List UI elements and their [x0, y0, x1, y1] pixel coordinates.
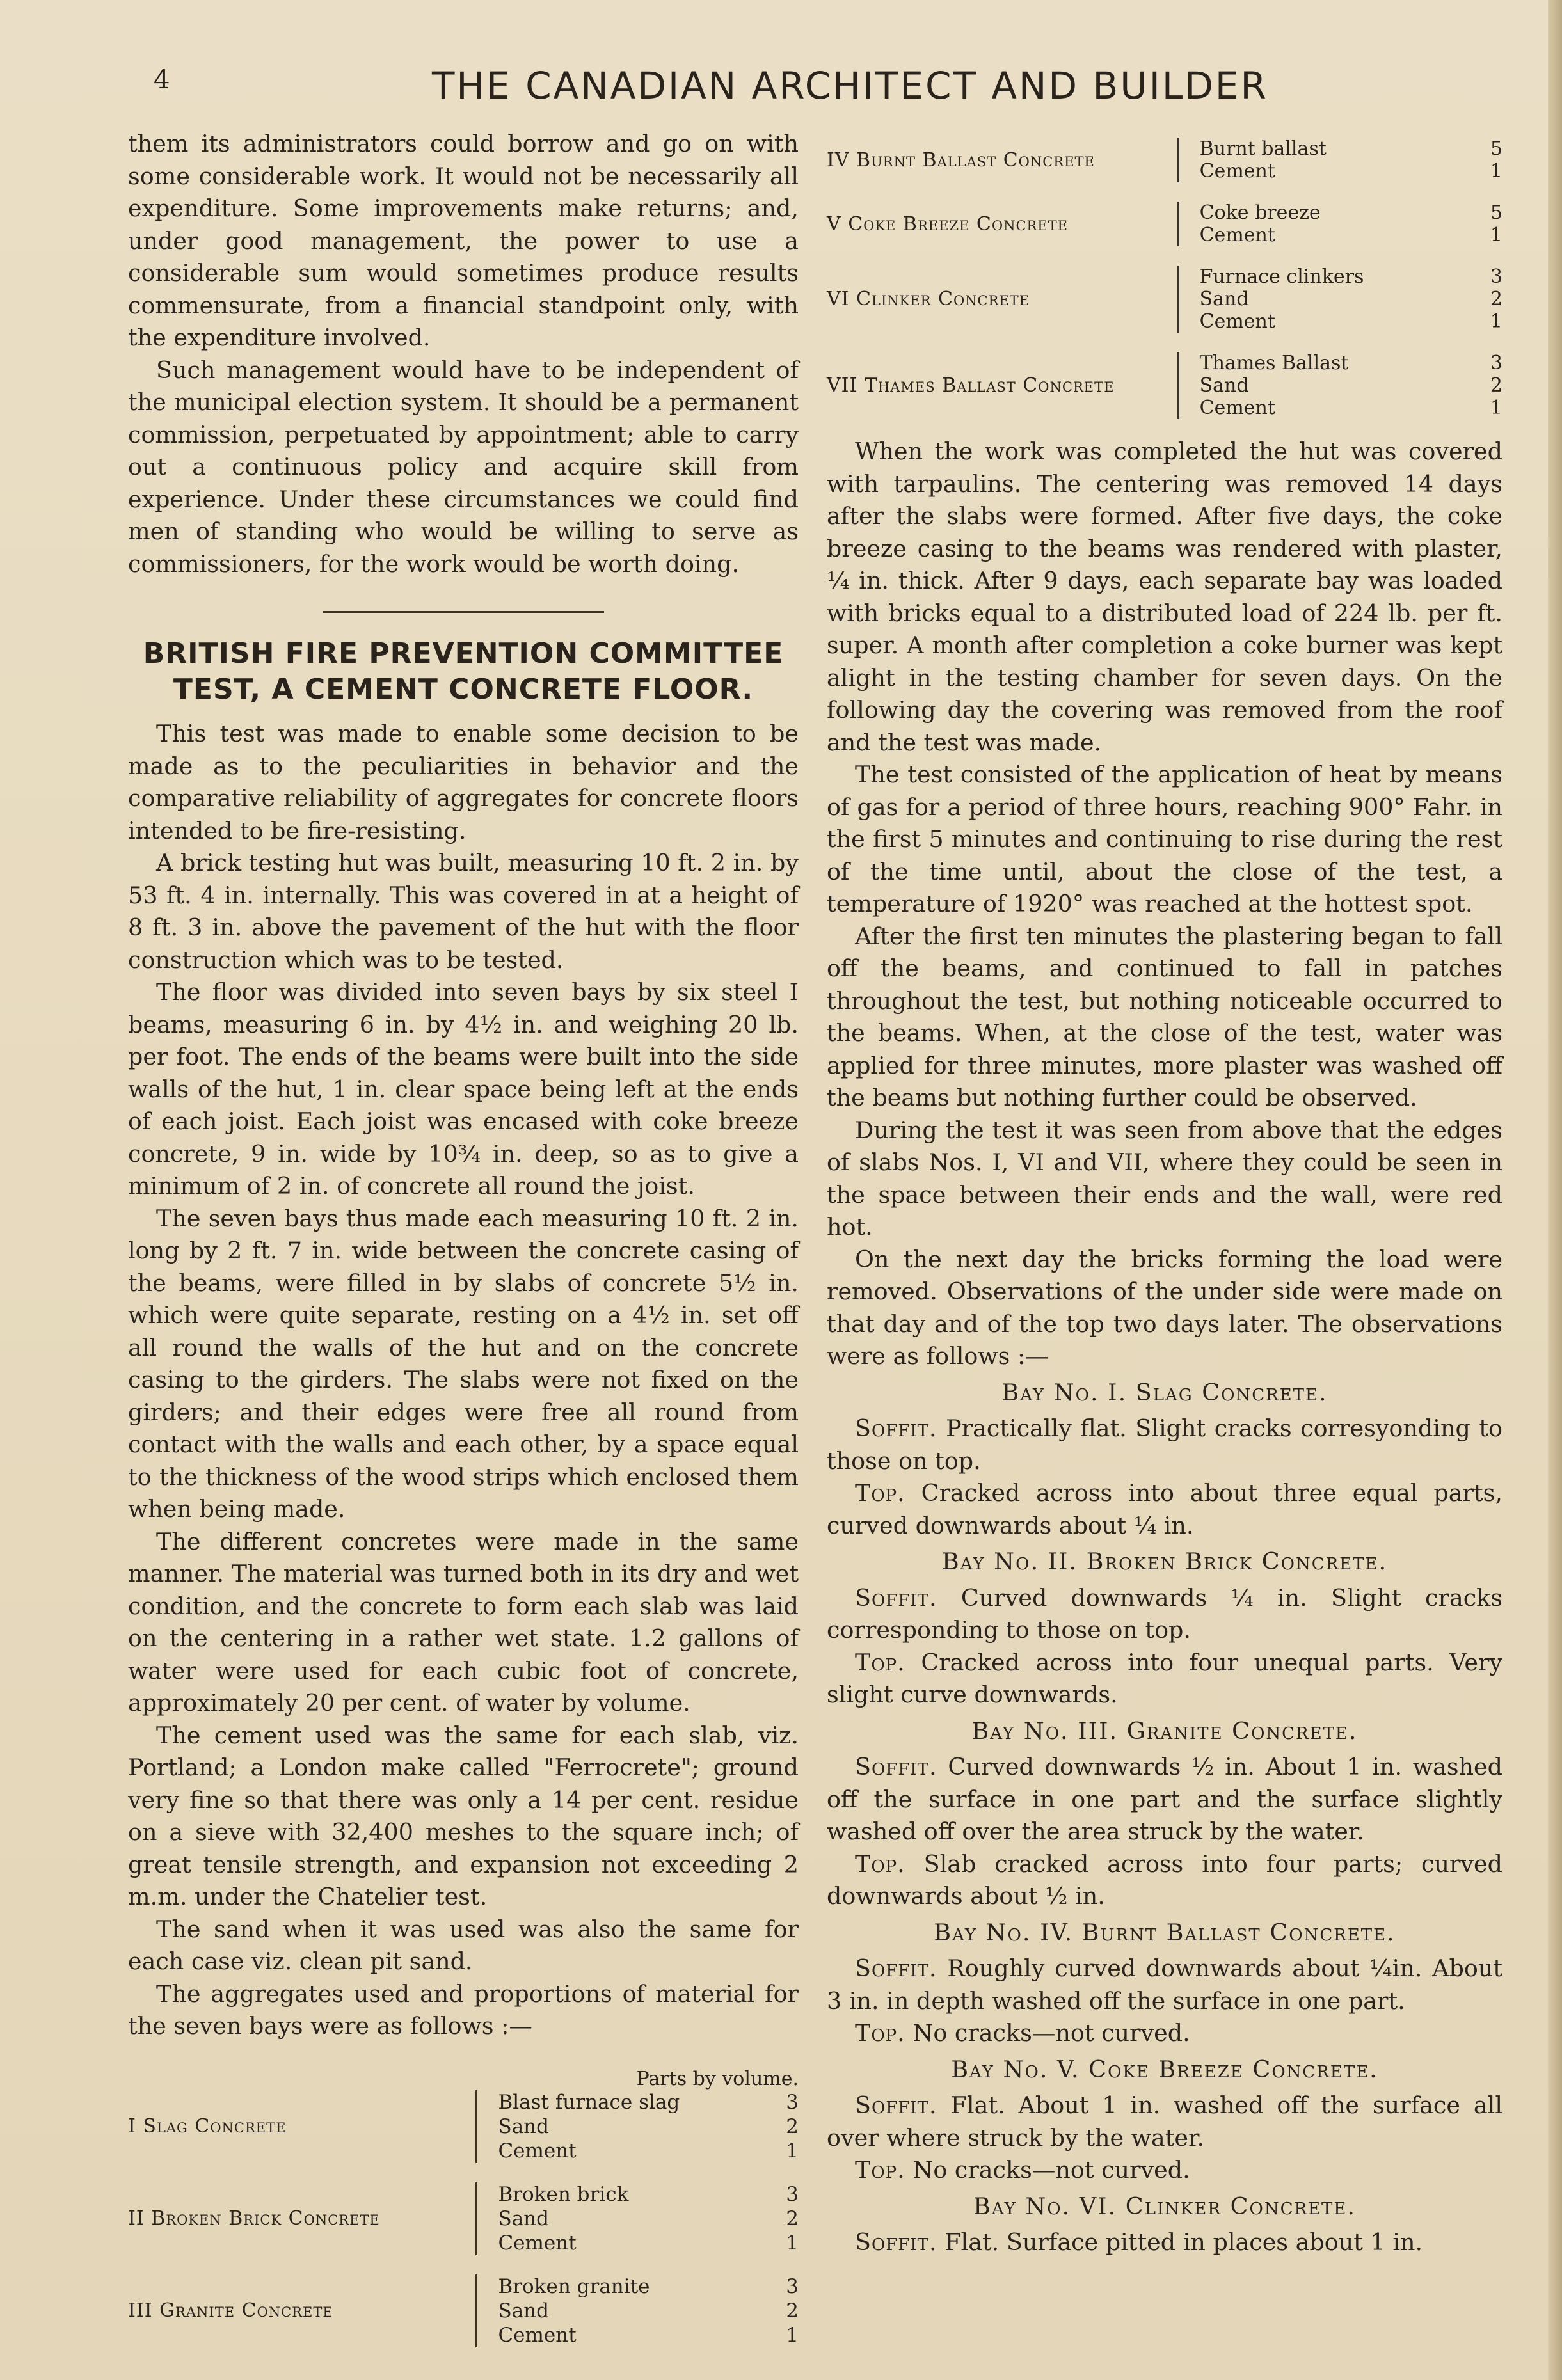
brace	[1178, 202, 1195, 246]
brace	[1178, 352, 1195, 419]
mix-parts: 2	[1490, 288, 1502, 310]
paragraph: The test consisted of the application of heat by means of gas for a period of three hours, reaching 900° Fahr. in the first 5 minutes and continuing to rise during the rest of the time until, about the close of the test, a temperature of 1920° was reached at the hottest spot.	[827, 761, 1502, 917]
paragraph: The seven bays thus made each measuring 10 ft. 2 in. long by 2 ft. 7 in. wide between the concrete casing of the beams, were filled in by slabs of concrete 5½ in. which were quite separate, resting on a 4½ in. set off all round the walls of the hut and on the concrete casing to the girders. The slabs were not fixed on the girders; and their edges were free all round from contact with the walls and each other, by a space equal to the thickness of the wood strips which enclosed them when being made.	[128, 1204, 799, 1523]
paragraph: them its administrators could borrow and go on with some considerable work. It would not be necessarily all expenditure. Some improvements make returns; and, under good management, the power to use a considerable sum would sometimes produce results commensurate, from a financial standpoint only, with the expenditure involved.	[128, 130, 799, 351]
mix-material: Cement	[498, 2231, 577, 2255]
soffit-text: Flat. Surface pitted in places about 1 in.	[944, 2228, 1423, 2256]
paragraph: Such management would have to be independent of the municipal election system. It should be a permanent commission, perpetuated by appointment; able to carry out a continuous policy and acquire skill from experience. Under these circumstances we could find men of standing who would be willing to serve as commissioners, for the work would be worth doing.	[128, 356, 799, 578]
top-text: Cracked across into four unequal parts. Very slight curve downwards.	[827, 1648, 1502, 1708]
mix-parts: 1	[1490, 160, 1502, 182]
mix-material: Cement	[1199, 310, 1275, 333]
mix-parts: 1	[1490, 224, 1502, 246]
soffit-text: Practically flat. Slight cracks corresyonding to those on top.	[827, 1415, 1502, 1475]
mix-spacer	[827, 246, 1502, 266]
mix-name: I Slag Concrete	[128, 2114, 287, 2138]
top-label: Top.	[855, 1850, 905, 1878]
brace	[477, 2182, 493, 2255]
soffit-text: Curved downwards ½ in. About 1 in. washed off the surface in one part and the surface slightly washed off over the area struck by the water.	[827, 1753, 1503, 1845]
mix-material: Sand	[498, 2299, 549, 2322]
paragraph: During the test it was seen from above that the edges of slabs Nos. I, VI and VII, where they could be seen in the space between their ends and the wall, were red hot.	[827, 1116, 1502, 1241]
mix-parts: 3	[1490, 266, 1502, 288]
section-divider	[323, 611, 604, 613]
mix-table	[128, 2090, 799, 2347]
mix-parts: 1	[1490, 397, 1502, 419]
mix-material: Cement	[498, 2323, 577, 2347]
mix-row	[128, 2090, 799, 2114]
mix-material: Sand	[498, 2114, 549, 2138]
mix-parts: 3	[786, 2090, 799, 2114]
mix-parts: 3	[786, 2182, 799, 2206]
bay-heading: Bay No. VI. Clinker Concrete.	[973, 2192, 1356, 2220]
mix-parts: 3	[786, 2274, 799, 2298]
paragraph: When the work was completed the hut was covered with tarpaulins. The centering was removed 14 days after the slabs were formed. After five days, the coke breeze casing to the beams was rendered with plaster, ¼ in. thick. After 9 days, each separate bay was loaded with bricks equal to a distributed load of 224 lb. per ft. super. A month after completion a coke burner was kept alight in the testing chamber for seven days. On the following day the covering was removed from the roof and the test was made.	[827, 438, 1502, 756]
page-header	[128, 59, 1523, 129]
mix-parts: 2	[786, 2299, 799, 2322]
top-label: Top.	[855, 1479, 905, 1507]
mix-parts: 3	[1490, 352, 1502, 374]
mix-parts: 5	[1490, 202, 1502, 224]
soffit-label: Soffit.	[855, 2091, 937, 2119]
mix-parts: 1	[1490, 310, 1502, 333]
paragraph: The sand when it was used was also the same for each case viz. clean pit sand.	[128, 1915, 799, 1975]
left-column	[128, 128, 799, 2347]
paragraph: After the first ten minutes the plastering began to fall off the beams, and continued to fall in patches throughout the test, but nothing noticeable occurred to the beams. When, at the close of the test, water was applied for three minutes, more plaster was washed off the beams but nothing further could be observed.	[827, 922, 1502, 1111]
brace	[477, 2090, 493, 2163]
brace	[1178, 138, 1195, 182]
mix-table-right	[827, 138, 1502, 419]
mix-material: Burnt ballast	[1199, 138, 1327, 160]
mix-name: IV Burnt Ballast Concrete	[827, 148, 1095, 171]
mix-row	[827, 266, 1502, 288]
page-edge	[1548, 0, 1562, 2380]
mix-name: VI Clinker Concrete	[827, 288, 1030, 310]
mix-parts: 2	[786, 2207, 799, 2230]
bay-heading: Bay No. V. Coke Breeze Concrete.	[951, 2055, 1378, 2083]
top-text: No cracks—not curved.	[912, 2019, 1190, 2047]
paragraph: A brick testing hut was built, measuring 10 ft. 2 in. by 53 ft. 4 in. internally. This was covered in at a height of 8 ft. 3 in. above the pavement of the hut with the floor construction which was to be tested.	[128, 849, 799, 974]
paragraph: On the next day the bricks forming the load were removed. Observations of the under side were made on that day and of the top two days later. The observations were as follows :—	[827, 1245, 1502, 1370]
mix-name: III Granite Concrete	[128, 2299, 333, 2322]
article-title: BRITISH FIRE PREVENTION COMMITTEE TEST, A CEMENT CONCRETE FLOOR.	[143, 637, 784, 706]
mix-spacer	[128, 2255, 799, 2274]
soffit-label: Soffit.	[855, 2228, 937, 2256]
mix-parts: 2	[786, 2114, 799, 2138]
paragraph: The floor was divided into seven bays by six steel I beams, measuring 6 in. by 4½ in. and weighing 20 lb. per foot. The ends of the beams were built into the side walls of the hut, 1 in. clear space being left at the ends of each joist. Each joist was encased with coke breeze concrete, 9 in. wide by 10¾ in. deep, so as to give a minimum of 2 in. of concrete all round the joist.	[128, 978, 799, 1200]
bay-heading: Bay No. III. Granite Concrete.	[971, 1717, 1358, 1745]
bay-heading: Bay No. I. Slag Concrete.	[1001, 1378, 1328, 1406]
mix-table	[827, 138, 1502, 419]
soffit-label: Soffit.	[855, 1583, 937, 1612]
soffit-label: Soffit.	[855, 1415, 937, 1442]
mix-parts: 1	[786, 2323, 799, 2347]
paragraph: The different concretes were made in the same manner. The material was turned both in its dry and wet condition, and the concrete to form each slab was laid on the centering in a rather wet state. 1.2 gallons of water were used for each cubic foot of concrete, approximately 20 per cent. of water by volume.	[128, 1527, 799, 1717]
mix-row	[128, 2182, 799, 2207]
mix-row	[827, 202, 1502, 224]
mix-spacer	[827, 333, 1502, 352]
top-label: Top.	[855, 2019, 905, 2047]
mix-material: Blast furnace slag	[498, 2090, 680, 2114]
mix-name: VII Thames Ballast Concrete	[827, 374, 1115, 397]
mix-row	[827, 138, 1502, 160]
mix-parts: 1	[786, 2139, 799, 2162]
mix-parts: 2	[1490, 374, 1502, 397]
brace	[477, 2274, 493, 2347]
paragraph: The aggregates used and proportions of material for the seven bays were as follows :—	[128, 1979, 799, 2040]
mix-name: II Broken Brick Concrete	[128, 2207, 380, 2230]
mix-material: Sand	[1199, 288, 1249, 310]
bay-heading: Bay No. IV. Burnt Ballast Concrete.	[934, 1918, 1396, 1946]
mix-material: Broken granite	[498, 2274, 650, 2298]
top-text: Slab cracked across into four parts; curved downwards about ½ in.	[827, 1850, 1502, 1910]
bay-heading: Bay No. II. Broken Brick Concrete.	[941, 1548, 1388, 1575]
mix-spacer	[827, 182, 1502, 202]
mix-material: Cement	[498, 2139, 577, 2162]
mix-material: Thames Ballast	[1199, 352, 1349, 374]
brace	[1178, 266, 1195, 333]
soffit-text: Roughly curved downwards about ¼in. About 3 in. in depth washed off the surface in one part.	[827, 1955, 1502, 2015]
mix-material: Coke breeze	[1199, 202, 1321, 224]
soffit-text: Curved downwards ¼ in. Slight cracks corresponding to those on top.	[827, 1583, 1502, 1644]
mix-material: Sand	[1199, 374, 1249, 397]
mix-material: Cement	[1199, 397, 1275, 419]
mix-row	[827, 352, 1502, 374]
top-text: Cracked across into about three equal parts, curved downwards about ¼ in.	[827, 1479, 1502, 1539]
mix-row	[128, 2274, 799, 2299]
right-column	[827, 138, 1502, 2259]
soffit-label: Soffit.	[855, 1753, 937, 1781]
soffit-text: Flat. About 1 in. washed off the surface all over where struck by the water.	[827, 2091, 1502, 2152]
page-number: 4	[154, 65, 170, 95]
mix-name: V Coke Breeze Concrete	[827, 212, 1068, 235]
mix-material: Furnace clinkers	[1199, 266, 1364, 288]
mix-parts: 1	[786, 2231, 799, 2255]
top-label: Top.	[855, 1648, 905, 1676]
mix-material: Sand	[498, 2207, 549, 2230]
paragraph: This test was made to enable some decision to be made as to the peculiarities in behavior and the comparative reliability of aggregates for concrete floors intended to be fire-resisting.	[128, 720, 799, 845]
mix-table-left	[128, 2068, 799, 2347]
journal-title: THE CANADIAN ARCHITECT AND BUILDER	[432, 64, 1268, 107]
top-label: Top.	[855, 2156, 905, 2184]
mix-spacer	[128, 2163, 799, 2182]
soffit-label: Soffit.	[855, 1955, 937, 1982]
mix-material: Cement	[1199, 224, 1275, 246]
top-text: No cracks—not curved.	[912, 2156, 1190, 2184]
mix-parts: 5	[1490, 138, 1502, 160]
mix-material: Cement	[1199, 160, 1275, 182]
mix-material: Broken brick	[498, 2182, 629, 2206]
parts-header: Parts by volume.	[636, 2067, 799, 2090]
paragraph: The cement used was the same for each slab, viz. Portland; a London make called "Ferrocrete"; ground very fine so that there was only a 14 per cent. residue on a sieve with 32,400 meshes to the square inch; of great tensile strength, and expansion not exceeding 2 m.m. under the Chatelier test.	[128, 1721, 799, 1910]
